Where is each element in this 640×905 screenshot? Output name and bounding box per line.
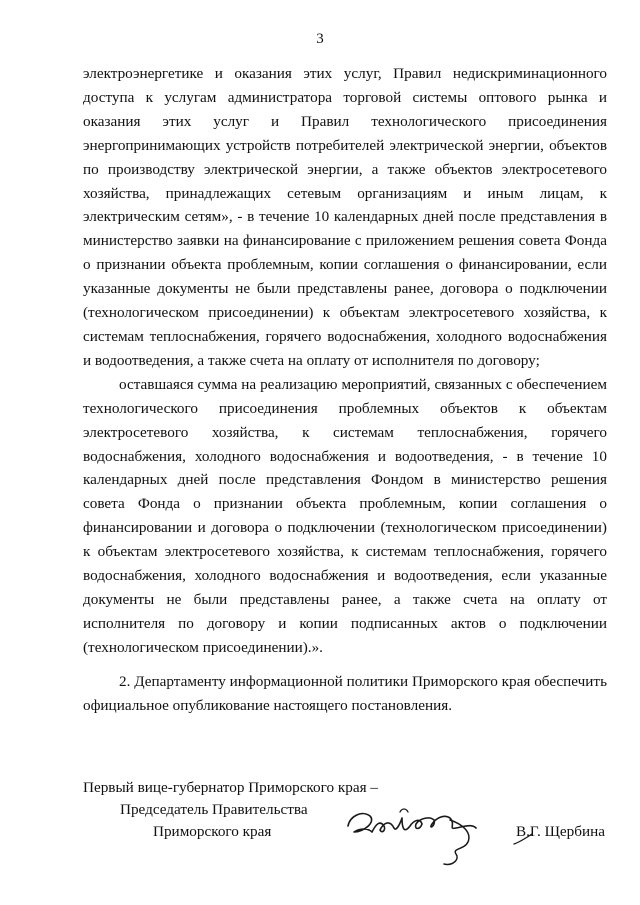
- signatory-position-line3: Приморского края: [153, 823, 272, 840]
- signatory-name: В.Г. Щербина: [516, 823, 605, 840]
- document-body: [83, 62, 607, 717]
- signatory-position-line2: Председатель Правительства: [120, 801, 308, 818]
- paragraph-continuation: электроэнергетике и оказания этих услуг, Правил недискриминационного доступа к услугам администратора торговой системы оптового рынка и оказания этих услуг и Правил технологического присоединения энергопринимающих устройств потребителей электрической энергии, объектов по производству электрической энергии, а также объектов электросетевого хозяйства, принадлежащих сетевым организациям и иным лицам, к электрическим сетям», - в течение 10 календарных дней после представления в министерство заявки на финансирование с приложением решения совета Фонда о признании объекта проблемным, копии соглашения о финансировании, если указанные документы не были представлены ранее, договора о подключении (технологическом присоединении) к объектам электросетевого хозяйства, к системам теплоснабжения, горячего водоснабжения, холодного водоснабжения и водоотведения, а также счета на оплату от исполнителя по договору;: [83, 65, 607, 369]
- paragraph-publication-order: 2. Департаменту информационной политики Приморского края обеспечить официальное опубликование настоящего постановления.: [83, 672, 607, 714]
- page-number: 3: [316, 31, 324, 47]
- handwritten-signature: [340, 798, 490, 872]
- paragraph-remaining-sum: оставшаяся сумма на реализацию мероприятий, связанных с обеспечением технологического присоединения проблемных объектов к объектам электросетевого хозяйства, к системам теплоснабжения, горячего водоснабжения, холодного водоснабжения и водоотведения, - в течение 10 календарных дней после представления Фондом в министерство решения совета Фонда о признании объекта проблемным, копии соглашения о финансировании и договора о подключении (технологическом присоединении) к объектам электросетевого хозяйства, к системам теплоснабжения, горячего водоснабжения, холодного водоснабжения и водоотведения, если указанные документы не были представлены ранее, а также счета на оплату от исполнителя по договору и копии подписанных актов о подключении (технологическом присоединении).».: [83, 375, 607, 656]
- signature-tick-mark: [512, 832, 534, 848]
- signatory-position: Первый вице-губернатор Приморского края –: [83, 779, 378, 796]
